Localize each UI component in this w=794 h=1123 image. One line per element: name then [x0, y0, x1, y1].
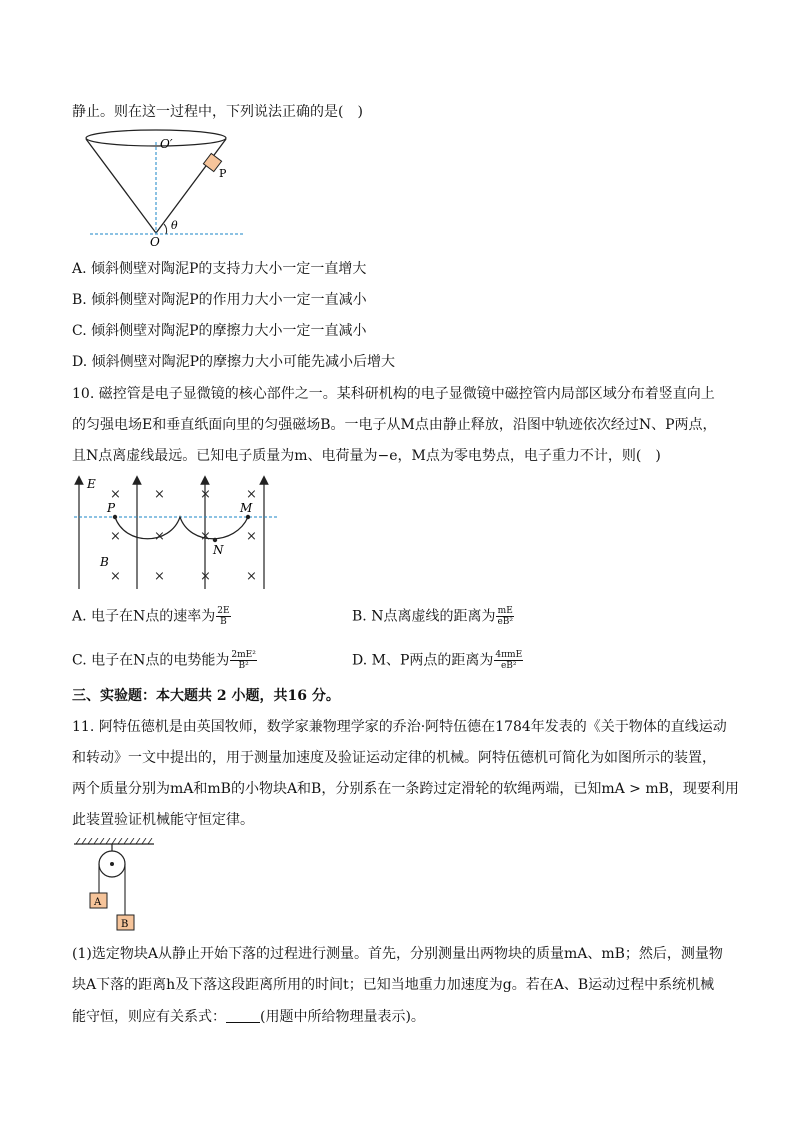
q10-option-a: A. 电子在N点的速率为 $\frac{2E}{B}$ — [72, 606, 230, 627]
point-m — [246, 515, 250, 519]
q9-option-c: C. 倾斜侧壁对陶泥P的摩擦力大小一定一直减小 — [72, 323, 367, 339]
svg-text:×: × — [110, 487, 121, 502]
svg-text:×: × — [246, 569, 257, 584]
answer-blank[interactable] — [226, 1008, 260, 1023]
svg-text:×: × — [246, 529, 257, 544]
q11-stem-line1: 11. 阿特伍德机是由英国牧师，数学家兼物理学家的乔治·阿特伍德在1784年发表的《关于物体的直线运动 — [72, 719, 727, 735]
label-e: E — [87, 477, 96, 491]
label-b: B — [121, 919, 129, 930]
q11-stem-line3: 两个质量分别为mA和mB的小物块A和B，分别系在一条跨过定滑轮的软绳两端，已知mA > mB，现要利用 — [72, 781, 739, 797]
svg-text:×: × — [154, 529, 165, 544]
electron-trajectory — [115, 517, 248, 539]
q10-option-c: C. 电子在N点的电势能为 $\frac{\text{2mE²}}{\text{B²}}$ — [72, 650, 256, 671]
section-3-header: 三、实验题：本大题共 2 小题，共16 分。 — [72, 688, 340, 704]
cone-figure — [84, 128, 264, 250]
q10-option-b: B. N点离虚线的距离为 $\frac{mE}{\text{eB²}}$ — [352, 606, 514, 627]
point-n — [213, 538, 217, 542]
ceiling-hatch — [76, 838, 152, 844]
svg-text:×: × — [154, 487, 165, 502]
q10-stem-line2: 的匀强电场E和垂直纸面向里的匀强磁场B。一电子从M点由静止释放，沿图中轨迹依次经过N、P两点， — [72, 417, 717, 433]
q9-option-b: B. 倾斜侧壁对陶泥P的作用力大小一定一直减小 — [72, 292, 367, 308]
svg-text:×: × — [200, 569, 211, 584]
point-p — [113, 515, 117, 519]
pulley-axle — [110, 862, 114, 866]
q9-stem-tail: 静止。则在这一过程中，下列说法正确的是( ) — [72, 104, 363, 120]
label-m: M — [240, 501, 253, 515]
label-o: O — [150, 235, 160, 249]
label-a: A — [94, 897, 102, 908]
svg-text:×: × — [110, 569, 121, 584]
atwood-figure — [72, 838, 162, 936]
cone-right-wall — [156, 139, 226, 233]
q10-option-d: D. M、P两点的距离为 $\frac{\text{4πmE}}{\text{eB²}}$ — [352, 650, 523, 671]
label-p: P — [107, 501, 116, 515]
q9-option-d: D. 倾斜侧壁对陶泥P的摩擦力大小可能先减小后增大 — [72, 354, 396, 370]
q11-part1-line2: 块A下落的距离h及下落这段距离所用的时间t；已知当地重力加速度为g。若在A、B运动过程中系统机械 — [72, 977, 715, 993]
field-figure — [70, 474, 282, 592]
svg-text:×: × — [200, 529, 211, 544]
label-n: N — [213, 543, 224, 557]
svg-text:×: × — [154, 569, 165, 584]
q11-part1-line1: (1)选定物块A从静止开始下落的过程进行测量。首先，分别测量出两物块的质量mA、mB；然后，测量物 — [72, 946, 723, 962]
q10-stem-line3: 且N点离虚线最远。已知电子质量为m、电荷量为−e，M点为零电势点，电子重力不计，则( ) — [72, 448, 661, 464]
q11-stem-line2: 和转动》一文中提出的，用于测量加速度及验证运动定律的机械。阿特伍德机可简化为如图所示的装置， — [72, 750, 716, 766]
q9-option-a: A. 倾斜侧壁对陶泥P的支持力大小一定一直增大 — [72, 261, 367, 277]
q11-part1-line3: 能守恒，则应有关系式： (用题中所给物理量表示)。 — [72, 1009, 425, 1025]
label-theta: θ — [171, 219, 178, 232]
svg-text:×: × — [200, 487, 211, 502]
cone-left-wall — [86, 139, 156, 233]
q10-stem-line1: 10. 磁控管是电子显微镜的核心部件之一。某科研机构的电子显微镜中磁控管内局部区域分布着竖直向上 — [72, 386, 715, 402]
label-b: B — [100, 555, 109, 569]
svg-text:×: × — [110, 529, 121, 544]
label-p: P — [219, 167, 227, 180]
svg-text:×: × — [246, 487, 257, 502]
angle-arc — [164, 224, 167, 234]
q11-stem-line4: 此装置验证机械能守恒定律。 — [72, 812, 254, 828]
label-o-top: O′ — [160, 137, 173, 151]
